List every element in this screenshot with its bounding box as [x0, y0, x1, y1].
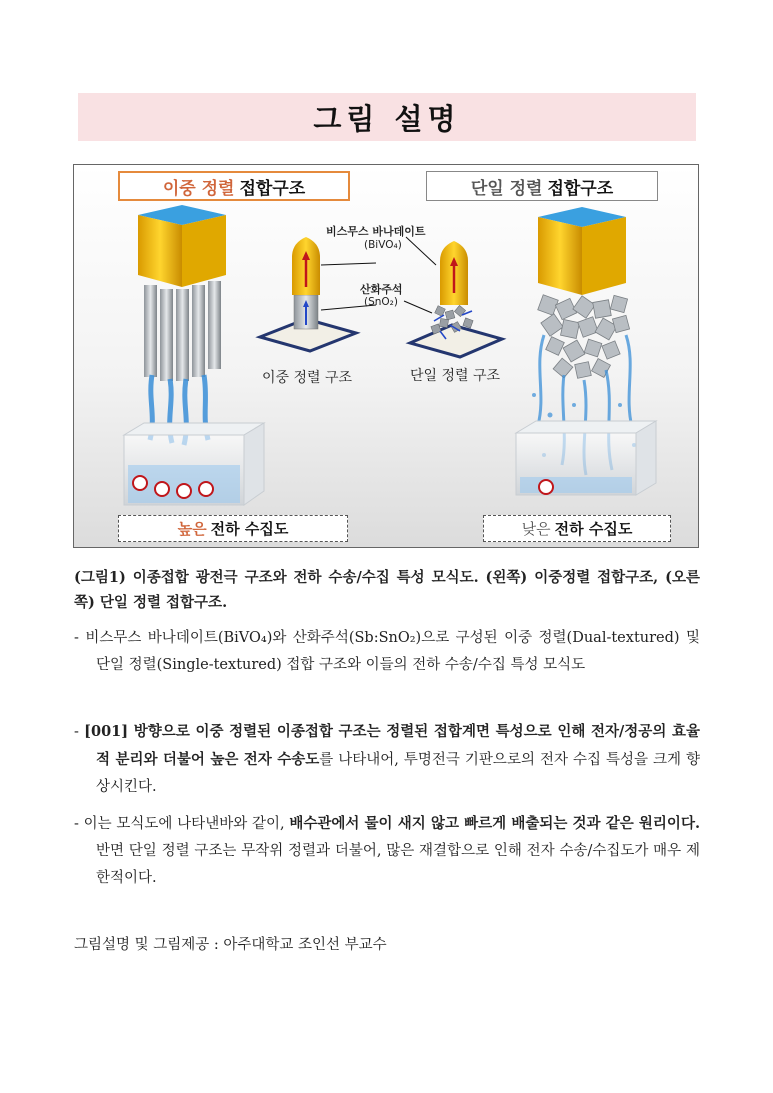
bullet-dash: -: [74, 816, 79, 832]
left-aligned-columns: [144, 281, 221, 381]
left-glass-tank: [124, 423, 264, 505]
schematic-figure: [73, 164, 699, 548]
right-random-crystallites: [538, 295, 630, 379]
bullet-dash: -: [74, 630, 79, 646]
right-glass-tank: [516, 421, 656, 495]
bullet-text: 를 나타내어, 투명전극 기판으로의 전자 수집 특성을 크게 향상시킨다.: [96, 752, 700, 795]
header-single-aligned: [426, 171, 658, 201]
title-bar: [78, 93, 696, 141]
bullet-text: 이는 모식도에 나타낸바와 같이,: [83, 816, 290, 832]
right-gold-cube: [538, 207, 626, 295]
header-dual-aligned: [118, 171, 350, 201]
header-single-highlight: 단일 정렬: [470, 178, 543, 199]
bullet-text-end: 반면 단일 정렬 구조는 무작위 정렬과 더불어, 많은 재결합으로 인해 전자 수송/수집도가 매우 제한적이다.: [96, 843, 700, 886]
figure-caption: (그림1) 이종접합 광전극 구조와 전하 수송/수집 특성 모식도. (왼쪽) 이중정렬 접합구조, (오른쪽) 단일 정렬 접합구조.: [74, 569, 700, 611]
bullet-item-1: [74, 625, 700, 679]
header-dual-highlight: 이중 정렬: [162, 178, 235, 199]
label-bivo4: 비스무스 바나데이트: [326, 225, 426, 238]
inset-single-caption: 단일 정렬 구조: [410, 368, 501, 384]
bullet-bold-text: [001] 방향으로 이중 정렬된 이종접합 구조는 정렬된 접합계면 특성으로 인해 전자/정공의 효율적 분리와 더불어 높은 전자 수송도: [84, 723, 701, 768]
figure-credit: 그림설명 및 그림제공 : 아주대학교 조인선 부교수: [74, 937, 387, 953]
inset-single-aligned: [410, 241, 502, 357]
inset-dual-aligned: [260, 237, 356, 351]
page-title: 그림 설명: [313, 101, 461, 136]
bullet-item-2: [74, 718, 700, 801]
header-single-rest: 접합구조: [547, 178, 614, 199]
label-sno2: 산화주석: [360, 283, 403, 296]
footer-low-rest: 전하 수집도: [554, 520, 633, 538]
header-dual-rest: 접합구조: [239, 178, 306, 199]
bullet-dash: -: [74, 724, 79, 740]
footer-high-collection: [118, 515, 348, 542]
footer-low-collection: [483, 515, 671, 542]
left-gold-cube: [138, 205, 226, 287]
label-bivo4-formula: (BiVO₄): [364, 239, 402, 251]
bullet-item-3: [74, 810, 700, 892]
footer-low-highlight: 낮은: [521, 520, 551, 538]
bullet-text: 비스무스 바나데이트(BiVO₄)와 산화주석(Sb:SnO₂)으로 구성된 이중 정렬(Dual-textured) 및 단일 정렬(Single-textured) 접합 구조와 이들의 전하 수송/수집 특성 모식도: [85, 630, 700, 673]
footer-high-rest: 전하 수집도: [210, 520, 289, 538]
right-electron-marker: [539, 480, 553, 494]
inset-dual-caption: 이중 정렬 구조: [262, 370, 353, 386]
footer-high-highlight: 높은: [177, 520, 207, 538]
label-sno2-formula: (SnO₂): [364, 296, 398, 308]
bullet-bold-text: 배수관에서 물이 새지 않고 빠르게 배출되는 것과 같은 원리이다.: [289, 815, 700, 832]
